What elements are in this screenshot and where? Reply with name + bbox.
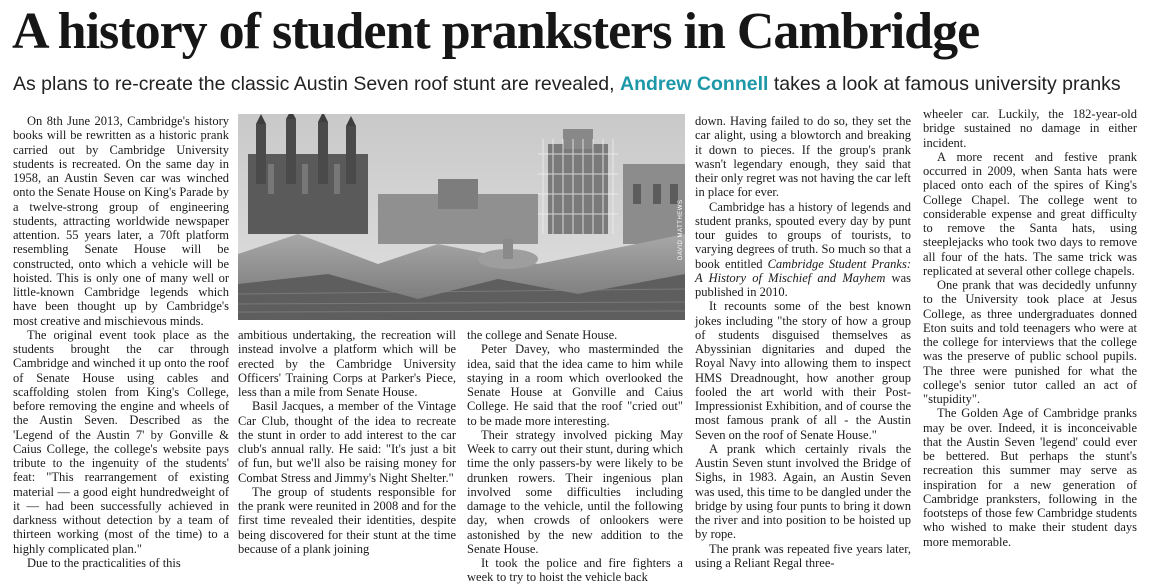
cambridge-rooftops-image [238, 114, 685, 320]
paragraph: One prank that was decidedly unfunny to the University took place at Jesus College, as three undergraduates donned Eton suits and told teenagers who were at the college for interviews that the college was the preserve of public school pupils. The three were punished for what the college's senior tutor called an act of "stupidity". [923, 278, 1137, 406]
paragraph: A more recent and festive prank occurred in 2009, when Santa hats were placed onto each of the spires of King's College Chapel. The college went to considerable expense and great difficulty to remove the Santa hats, using steeplejacks who took two days to remove all four of the hats. The same trick was replicated at several other college chapels. [923, 149, 1137, 278]
standfirst-text: As plans to re-create the classic Austin Seven roof stunt are revealed, [13, 73, 620, 95]
standfirst-text-end: takes a look at famous university pranks [768, 73, 1121, 95]
paragraph: the college and Senate House. [467, 328, 618, 342]
photo-credit: DAVID MATTHEWS [678, 199, 684, 260]
paragraph: Peter Davey, who masterminded the idea, said that the idea came to him while staying in a room which overlooked the Senate House at Gonville and Caius College. He said that the roof "cried out" to be made more interesting. [467, 342, 683, 428]
paragraph: The prank was repeated five years later, using a Reliant Regal three- [695, 541, 911, 570]
paragraph: Due to the practicalities of this [27, 555, 181, 570]
paragraph: Basil Jacques, a member of the Vintage Car Club, thought of the idea to recreate the stunt in order to add interest to the car club's annual rally. He said: "It's just a bit of fun, but we'll also be raising money for Combat Stress and Jimmy's Night Shelter." [238, 399, 456, 485]
paragraph: The Golden Age of Cambridge pranks may be over. Indeed, it is inconceivable that the Austin Seven 'legend' could ever be bettered. But perhaps the stunt's recreation this summer may serve as inspiration for a new generation of Cambridge pranksters, following in the footsteps of those few Cambridge students who wished to make their student days more memorable. [923, 406, 1137, 549]
article-column-3 [467, 328, 683, 585]
paragraph: On 8th June 2013, Cambridge's history books will be rewritten as a historic prank carried out by Cambridge University students is recreated. On the same day in 1958, an Austin Seven car was winched onto the Senate House on King's Parade by a twelve-strong group of engineering students, attracting worldwide newspaper attention. 55 years later, a 70ft platform resembling Senate House will be constructed, onto which a vehicle will be hoisted. This is only one of many well or little-known Cambridge legends which have been thought up by Cambridge's most creative and mischievous minds. [13, 114, 229, 328]
article-photo [238, 114, 685, 320]
paragraph: The original event took place as the students brought the car through Cambridge and winched it up onto the roof of Senate House using cables and scaffolding stolen from King's College, before removing the engine and wheels of the Austin Seven. Described as the 'Legend of the Austin 7' by Gonville & Caius College, the college's website pays tribute to the ingenuity of the students' feat: "This rearrangement of existing material — a good eight hundredweight of it — had been successfully achieved in darkness without detection by a team of thirteen working (most of the time) to a highly complicated plan." [13, 327, 229, 556]
article-column-1 [13, 114, 229, 570]
article-column-5 [923, 107, 1137, 549]
paragraph [695, 200, 911, 300]
article-column-4 [695, 114, 911, 570]
paragraph: down. Having failed to do so, they set the car alight, using a blowtorch and breaking it down to pieces. If the group's prank wasn't legendary enough, they said that their only regret was not having the car left in place for ever. [695, 114, 911, 200]
paragraph: ambitious undertaking, the recreation will instead involve a platform which will be erected by the Cambridge University Officers' Training Corps at Parker's Piece, less than a mile from Senate House. [238, 328, 456, 399]
standfirst [13, 71, 1143, 97]
paragraph: The group of students responsible for the prank were reunited in 2008 and for the first time revealed their identities, despite being discovered for their stunt at the time because of a plank joining [238, 484, 456, 556]
author-name[interactable]: Andrew Connell [620, 73, 769, 95]
book-title: Cambridge Student Pranks: A History of Mischief and Mayhem [695, 256, 911, 285]
paragraph: It took the police and fire fighters a week to try to hoist the vehicle back [467, 556, 683, 585]
headline: A history of student pranksters in Cambridge [12, 3, 980, 60]
paragraph: wheeler car. Luckily, the 182-year-old bridge sustained no damage in either incident. [923, 107, 1137, 150]
paragraph: It recounts some of the best known jokes including "the story of how a group of students disguised themselves as Abyssinian dignitaries and duped the Royal Navy into allowing them to inspect HMS Dreadnought, how another group fooled the art world with their Post-Impressionist Exhibition, and of course the most famous prank of all - the Austin Seven on the roof of Senate House." [695, 299, 911, 442]
paragraph-text: was published in 2010. [695, 270, 911, 299]
paragraph: A prank which certainly rivals the Austin Seven stunt involved the Bridge of Sighs, in 1983. Again, an Austin Seven was used, this time to be dangled under the bridge by using four punts to bring it down the river and into position to be hoisted up by rope. [695, 441, 911, 542]
article-column-2 [238, 328, 456, 556]
paragraph: Their strategy involved picking May Week to carry out their stunt, during which time the only passers-by were likely to be drunken rowers. Their ingenious plan involved some difficulties including damage to the vehicle, until the following day, when crowds of onlookers were astonished by the new addition to the Senate House. [467, 427, 683, 556]
paragraph-text: Cambridge has a history of legends and student pranks, spouted every day by punt tour guides to groups of tourists, to varying degrees of truth. So much so that a book entitled [695, 199, 911, 271]
